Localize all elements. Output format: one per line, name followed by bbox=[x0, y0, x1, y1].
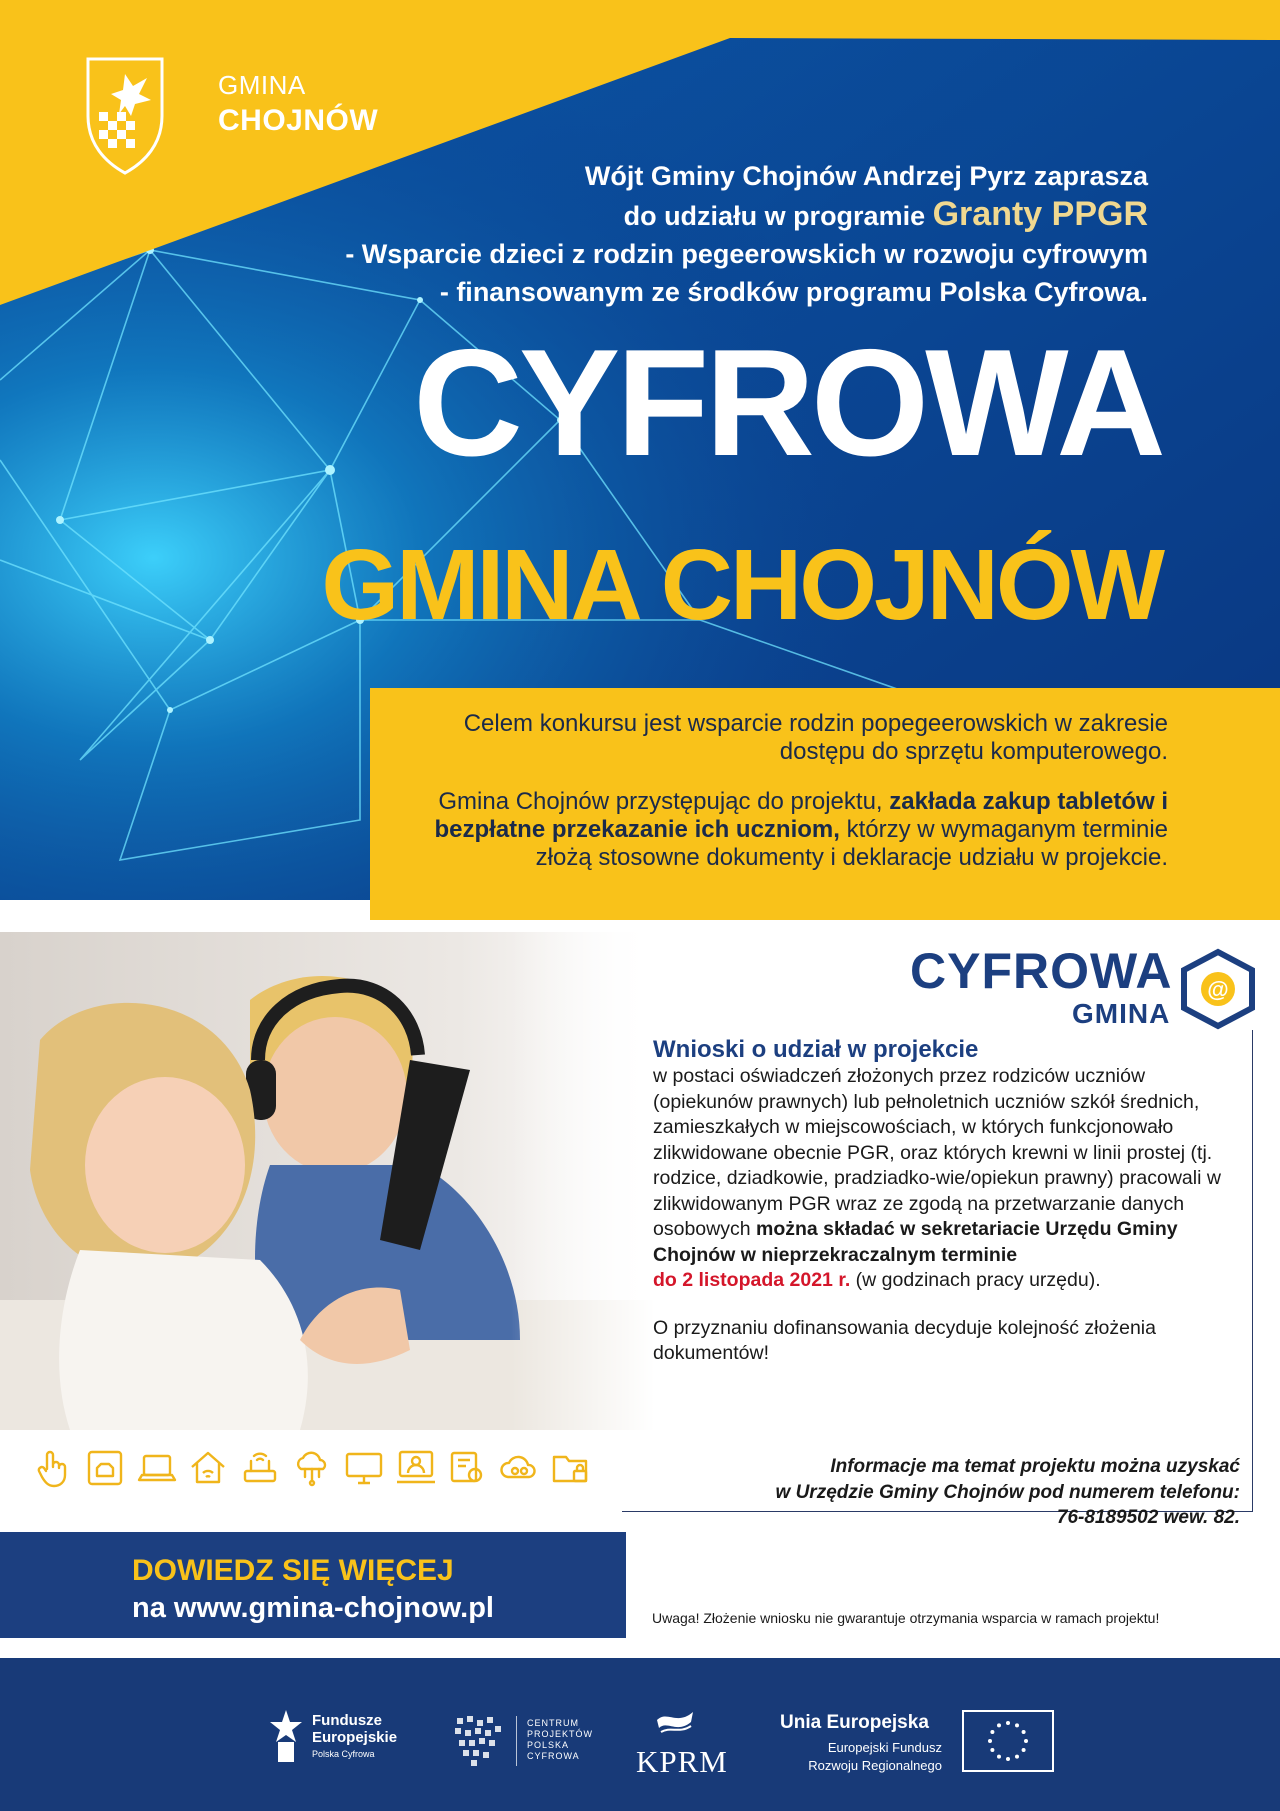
network-device-icon bbox=[84, 1447, 126, 1489]
at-hexagon-icon bbox=[1180, 948, 1256, 1030]
fe-line1: Fundusze bbox=[312, 1712, 382, 1729]
router-icon bbox=[239, 1447, 281, 1489]
logo-line2: CHOJNÓW bbox=[218, 104, 379, 137]
eu-flag-icon bbox=[962, 1710, 1054, 1772]
smart-home-icon bbox=[187, 1447, 229, 1489]
cppc-line4: CYFROWA bbox=[527, 1751, 580, 1761]
fe-line2: Europejskie bbox=[312, 1729, 398, 1746]
online-person-icon bbox=[395, 1447, 437, 1489]
application-body-text: w postaci oświadczeń złożonych przez rodziców uczniów (opiekunów prawnych) lub pełnoletnich uczniów szkół średnich, zamieszkałych w miejscowościach, w których funkcjonowało zlikwidowane obecnie PGR, oraz których krewni w linii prostej (tj. rodzice, dziadkowie, pradziadko-wie/opiekun prawny) pracowali w zlikwidowanym PGR wraz ze zgodą na przetwarzanie danych osobowych bbox=[653, 1065, 1221, 1240]
application-deadline-suffix: (w godzinach pracy urzędu). bbox=[850, 1269, 1101, 1291]
cyfrowa-gmina-logo-word1: CYFROWA bbox=[910, 943, 1173, 999]
learn-more-title: DOWIEDZ SIĘ WIĘCEJ bbox=[132, 1554, 454, 1587]
contact-phone: 76-8189502 wew. 82. bbox=[1056, 1507, 1240, 1528]
invitation-line-1: Wójt Gminy Chojnów Andrzej Pyrz zaprasza bbox=[584, 161, 1148, 191]
info-paragraph-1: Celem konkursu jest wsparcie rodzin popegeerowskich w zakresie dostępu do sprzętu komputerowego. bbox=[463, 710, 1168, 765]
ue-line1: Unia Europejska bbox=[780, 1712, 929, 1733]
application-note: O przyznaniu dofinansowania decyduje kolejność złożenia dokumentów! bbox=[653, 1316, 1156, 1364]
headline-subtitle: GMINA CHOJNÓW bbox=[321, 529, 1162, 641]
svg-text:@: @ bbox=[1207, 977, 1229, 1002]
info-paragraph-2-prefix: Gmina Chojnów przystępując do projektu, bbox=[438, 788, 890, 815]
website-link[interactable]: na www.gmina-chojnow.pl bbox=[132, 1592, 494, 1624]
monitor-icon bbox=[343, 1447, 385, 1489]
info-box bbox=[370, 688, 1280, 920]
fundusze-europejskie-star-icon bbox=[268, 1708, 304, 1764]
fe-line3: Polska Cyfrowa bbox=[312, 1749, 375, 1759]
info-paragraph-2-suffix: którzy w wymaganym terminie złożą stosowne dokumenty i deklaracje udziału w projekcie. bbox=[535, 816, 1168, 871]
secure-folder-icon bbox=[550, 1447, 592, 1489]
footer-logos bbox=[0, 1658, 1280, 1811]
application-info bbox=[653, 1036, 1233, 1367]
info-box-text bbox=[388, 710, 1168, 872]
application-bold-text: można składać w sekretariacie Urzędu Gminy Chojnów w nieprzekraczalnym terminie bbox=[653, 1218, 1178, 1266]
disclaimer: Uwaga! Złożenie wniosku nie gwarantuje otrzymania wsparcia w ramach projektu! bbox=[652, 1610, 1160, 1626]
cppc-line3: POLSKA bbox=[527, 1740, 570, 1750]
cppc-map-icon bbox=[451, 1712, 507, 1768]
cyfrowa-gmina-logo bbox=[910, 940, 1260, 1040]
kprm-flag-icon bbox=[655, 1706, 695, 1736]
contact-info bbox=[620, 1454, 1240, 1531]
application-deadline: do 2 listopada 2021 r. bbox=[653, 1269, 851, 1291]
logo-line1: GMINA bbox=[218, 70, 306, 100]
gmina-chojnow-crest-icon bbox=[85, 56, 165, 176]
application-title: Wnioski o udział w projekcie bbox=[653, 1036, 979, 1063]
cloud-link-icon bbox=[498, 1447, 540, 1489]
feature-icons-row bbox=[32, 1440, 592, 1496]
info-paragraph-2 bbox=[388, 788, 1168, 872]
middle-section bbox=[0, 920, 1280, 1658]
hand-touch-icon bbox=[32, 1447, 74, 1489]
contact-line-2: w Urzędzie Gminy Chojnów pod numerem telefonu: bbox=[775, 1481, 1240, 1503]
cppc-divider bbox=[516, 1716, 517, 1766]
program-name: Granty PPGR bbox=[932, 195, 1148, 233]
contact-line-1: Informacje ma temat projektu można uzyskać bbox=[830, 1456, 1240, 1477]
info-paragraph-2-bold: zakłada zakup tabletów i bezpłatne przekazanie ich uczniom, bbox=[434, 788, 1168, 843]
ue-line3: Rozwoju Regionalnego bbox=[808, 1758, 942, 1773]
laptop-icon bbox=[136, 1447, 178, 1489]
children-with-tablet-photo bbox=[0, 920, 655, 1430]
invitation-line-2 bbox=[248, 195, 1148, 235]
invitation-text bbox=[248, 157, 1148, 311]
cppc-line2: PROJEKTÓW bbox=[527, 1729, 594, 1739]
ue-line2: Europejski Fundusz bbox=[827, 1740, 942, 1755]
cyfrowa-gmina-logo-word2: GMINA bbox=[1072, 998, 1171, 1029]
cppc-line1: CENTRUM bbox=[527, 1718, 579, 1728]
cloud-network-icon bbox=[291, 1447, 333, 1489]
cppc-text bbox=[527, 1718, 593, 1762]
invitation-line-2-prefix: do udziału w programie bbox=[623, 201, 933, 231]
invitation-line-4: - finansowanym ze środków programu Polska Cyfrowa. bbox=[439, 277, 1148, 307]
headline-title: CYFROWA bbox=[413, 318, 1162, 488]
learn-more-banner bbox=[0, 1532, 626, 1638]
certificate-icon bbox=[446, 1447, 488, 1489]
invitation-line-3: - Wsparcie dzieci z rodzin pegeerowskich w rozwoju cyfrowym bbox=[345, 239, 1148, 269]
kprm-text: KPRM bbox=[636, 1744, 728, 1779]
application-body bbox=[653, 1064, 1233, 1294]
